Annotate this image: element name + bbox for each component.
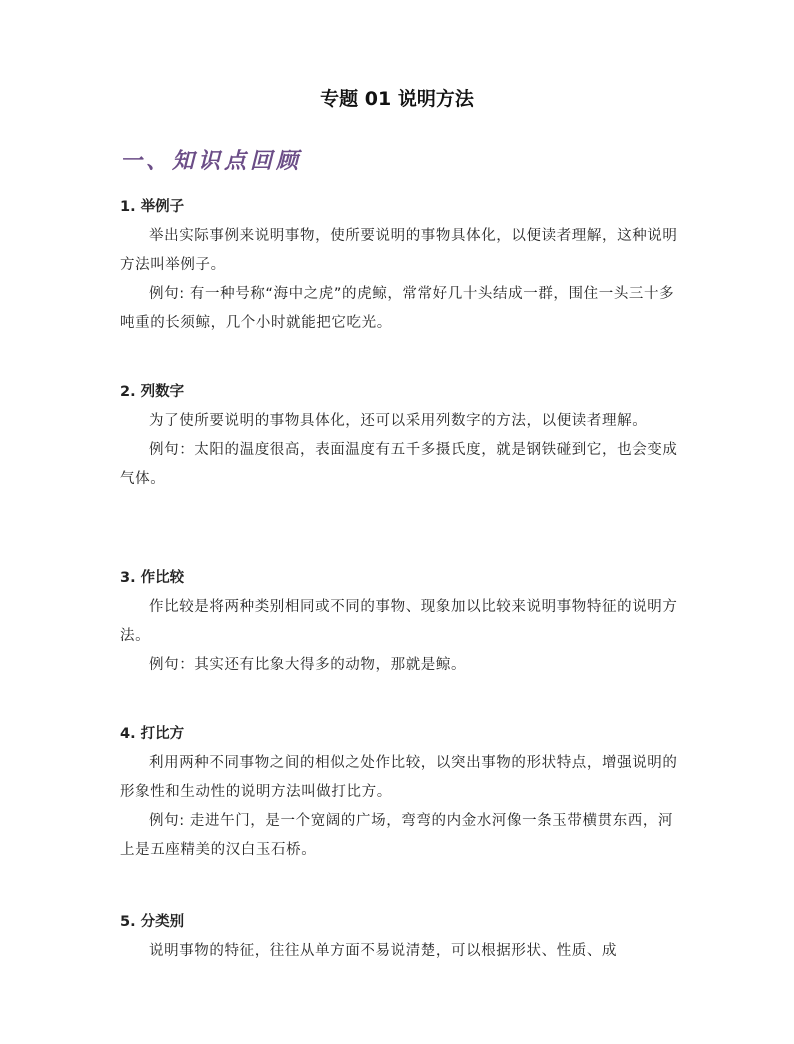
method-item-comparison bbox=[120, 567, 680, 680]
page-title: 专题 01 说明方法 bbox=[320, 88, 474, 110]
item-example-sentence: 例句: 走进午门，是一个宽阔的广场，弯弯的内金水河像一条玉带横贯东西，河上是五座精美的汉白玉石桥。 bbox=[120, 813, 674, 858]
item-example-sentence: 例句：其实还有比象大得多的动物，那就是鲸。 bbox=[149, 657, 467, 673]
method-item-numbers bbox=[120, 381, 680, 494]
item-example-sentence: 例句: 有一种号称“海中之虎”的虎鲸，常常好几十头结成一群，围住一头三十多吨重的长须鲸，几个小时就能把它吃光。 bbox=[120, 286, 675, 331]
item-definition: 为了使所要说明的事物具体化，还可以采用列数字的方法，以便读者理解。 bbox=[149, 413, 648, 429]
item-title: 2. 列数字 bbox=[120, 384, 185, 400]
item-title: 5. 分类别 bbox=[120, 914, 185, 930]
item-definition: 举出实际事例来说明事物，使所要说明的事物具体化，以便读者理解，这种说明方法叫举例子。 bbox=[120, 228, 678, 273]
method-item-analogy bbox=[120, 723, 680, 865]
item-title: 3. 作比较 bbox=[120, 570, 185, 586]
item-definition: 说明事物的特征，往往从单方面不易说清楚，可以根据形状、性质、成 bbox=[149, 943, 618, 959]
method-item-example bbox=[120, 196, 680, 338]
item-example-sentence: 例句：太阳的温度很高，表面温度有五千多摄氏度，就是钢铁碰到它，也会变成气体。 bbox=[120, 442, 678, 487]
item-title: 4. 打比方 bbox=[120, 726, 185, 742]
method-item-classification bbox=[120, 911, 680, 966]
item-definition: 利用两种不同事物之间的相似之处作比较，以突出事物的形状特点，增强说明的形象性和生动性的说明方法叫做打比方。 bbox=[120, 755, 678, 800]
item-title: 1. 举例子 bbox=[120, 199, 185, 215]
item-definition: 作比较是将两种类别相同或不同的事物、现象加以比较来说明事物特征的说明方法。 bbox=[120, 599, 678, 644]
section-heading: 一、知识点回顾 bbox=[120, 148, 303, 174]
